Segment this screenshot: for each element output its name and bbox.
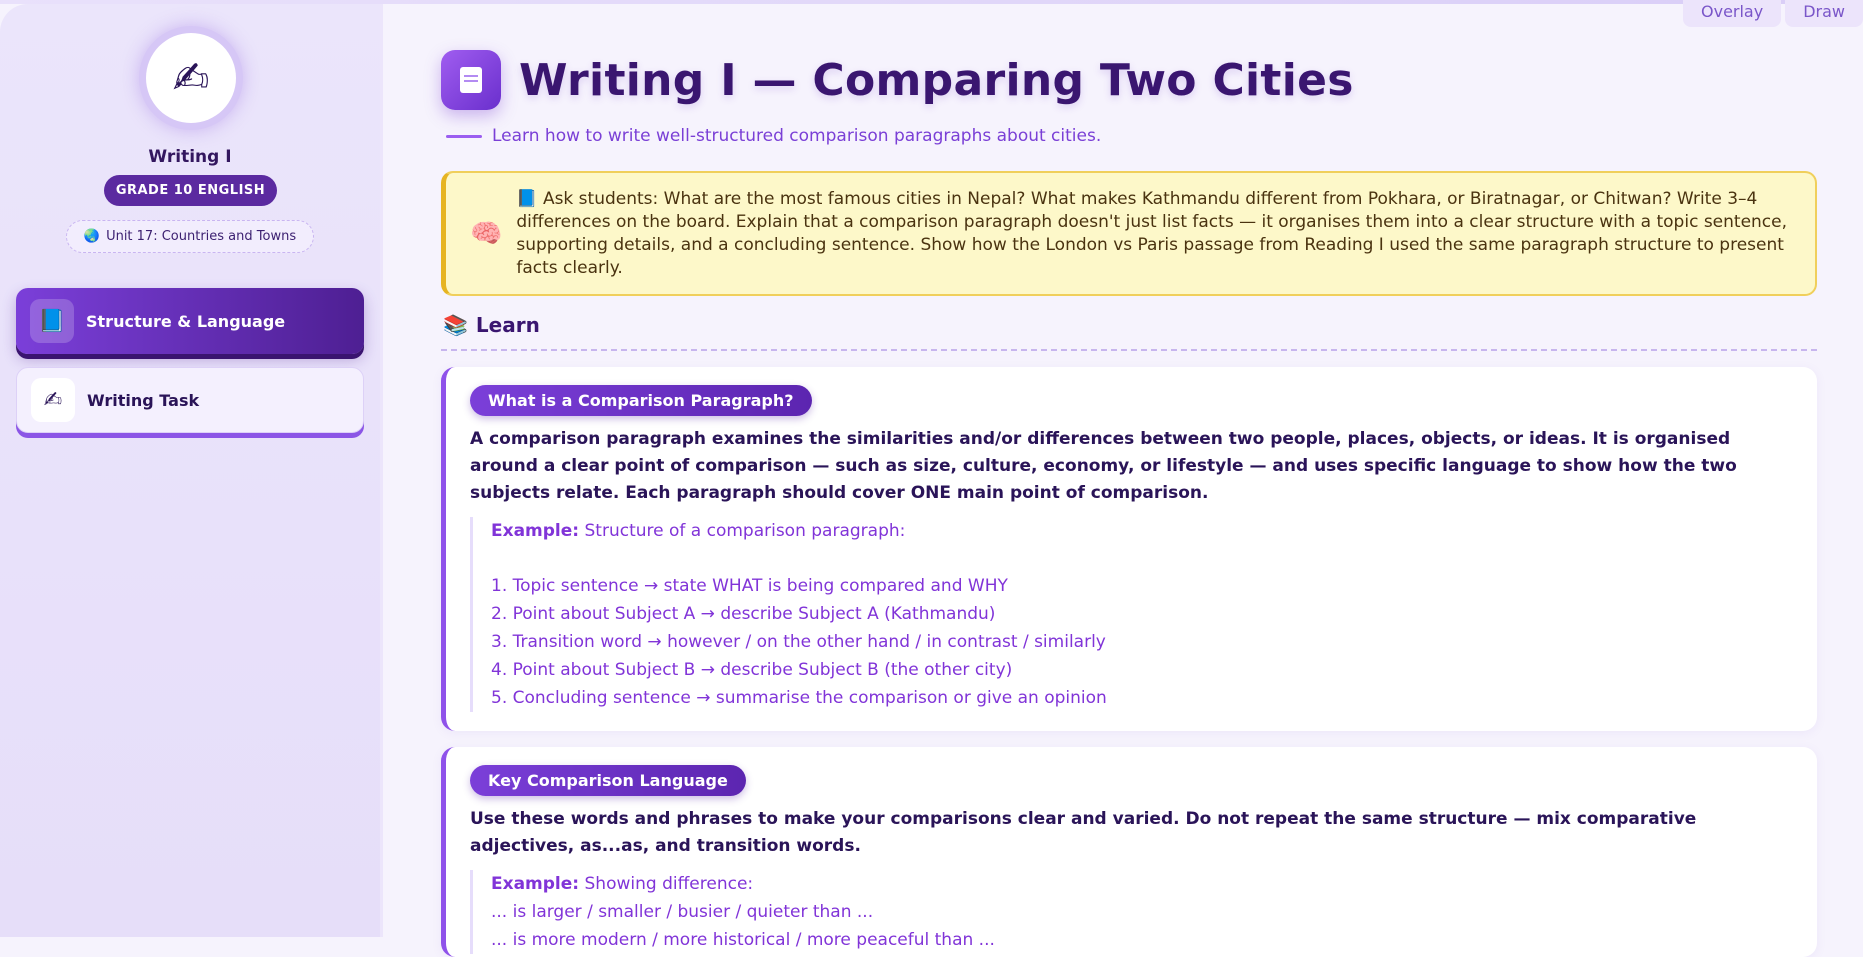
sidebar: [0, 4, 383, 937]
lesson-title: Writing I: [148, 147, 232, 167]
nav-item-label: Structure & Language: [86, 311, 286, 331]
avatar: [139, 26, 243, 130]
toolbar: [1679, 0, 1863, 27]
example-line: 2. Point about Subject A → describe Subject A (Kathmandu): [491, 604, 996, 624]
teacher-note: [441, 171, 1817, 296]
example-line: 1. Topic sentence → state WHAT is being compared and WHY: [491, 576, 1008, 596]
page-subtitle: [446, 126, 1101, 146]
unit-chip: [66, 220, 314, 253]
lesson-card: [441, 747, 1817, 957]
example-intro: Showing difference:: [584, 874, 754, 894]
card-title-pill: Key Comparison Language: [470, 765, 746, 796]
example-line: 4. Point about Subject B → describe Subject B (the other city): [491, 660, 1013, 680]
section-divider: [441, 349, 1817, 351]
example-line: 3. Transition word → however / on the other hand / in contrast / similarly: [491, 632, 1106, 652]
unit-label: Unit 17: Countries and Towns: [106, 229, 297, 244]
subtitle-text: Learn how to write well-structured comparison paragraphs about cities.: [492, 126, 1102, 146]
nav-item-structure-language[interactable]: [16, 288, 364, 354]
draw-button[interactable]: Draw: [1785, 0, 1863, 27]
globe-icon: 🌏: [83, 229, 101, 244]
nav-item-label: Writing Task: [87, 390, 200, 410]
books-icon: 📚: [443, 313, 468, 337]
subtitle-accent-line: [446, 135, 482, 138]
section-heading-learn: [443, 313, 540, 337]
example-label: Example:: [491, 521, 580, 541]
example-intro: Structure of a comparison paragraph:: [584, 521, 906, 541]
example-line: 5. Concluding sentence → summarise the comparison or give an opinion: [491, 688, 1107, 708]
book-icon: 📘: [30, 299, 74, 343]
document-icon: [441, 50, 501, 110]
lesson-card: [441, 367, 1817, 731]
example-label: Example:: [491, 874, 580, 894]
section-label: Learn: [475, 313, 540, 337]
overlay-button[interactable]: Overlay: [1683, 0, 1781, 27]
nav-item-writing-task[interactable]: [16, 367, 364, 433]
writing-hand-icon: ✍: [31, 378, 75, 422]
grade-badge: GRADE 10 ENGLISH: [104, 175, 277, 206]
example-block: [470, 517, 1787, 712]
example-line: ... is more modern / more historical / more peaceful than ...: [491, 930, 995, 950]
example-line: ... is larger / smaller / busier / quieter than ...: [491, 902, 874, 922]
writing-hand-icon: ✍: [146, 33, 236, 123]
teacher-note-text: 📘 Ask students: What are the most famous cities in Nepal? What makes Kathmandu different from Pokhara, or Biratnagar, or Chitwan? Write 3–4 differences on the board. Explain that a comparison paragraph doesn't just list facts — it organises them into a clear structure with a topic sentence, supporting details, and a concluding sentence. Show how the London vs Paris passage from Reading I used the same paragraph structure to present facts clearly.: [516, 188, 1788, 278]
card-title-pill: What is a Comparison Paragraph?: [470, 385, 812, 416]
card-body: Use these words and phrases to make your comparisons clear and varied. Do not repeat the same structure — mix comparative adjectives, as...as, and transition words.: [470, 809, 1697, 856]
example-block: [470, 870, 1787, 954]
page-header: [441, 50, 1354, 110]
card-body: A comparison paragraph examines the similarities and/or differences between two people, places, objects, or ideas. It is organised around a clear point of comparison — such as size, culture, economy, or lifestyle — and uses specific language to show how the two subjects relate. Each paragraph should cover ONE main point of comparison.: [470, 429, 1737, 503]
page-title: Writing I — Comparing Two Cities: [519, 54, 1354, 106]
brain-icon: 🧠: [470, 218, 503, 249]
